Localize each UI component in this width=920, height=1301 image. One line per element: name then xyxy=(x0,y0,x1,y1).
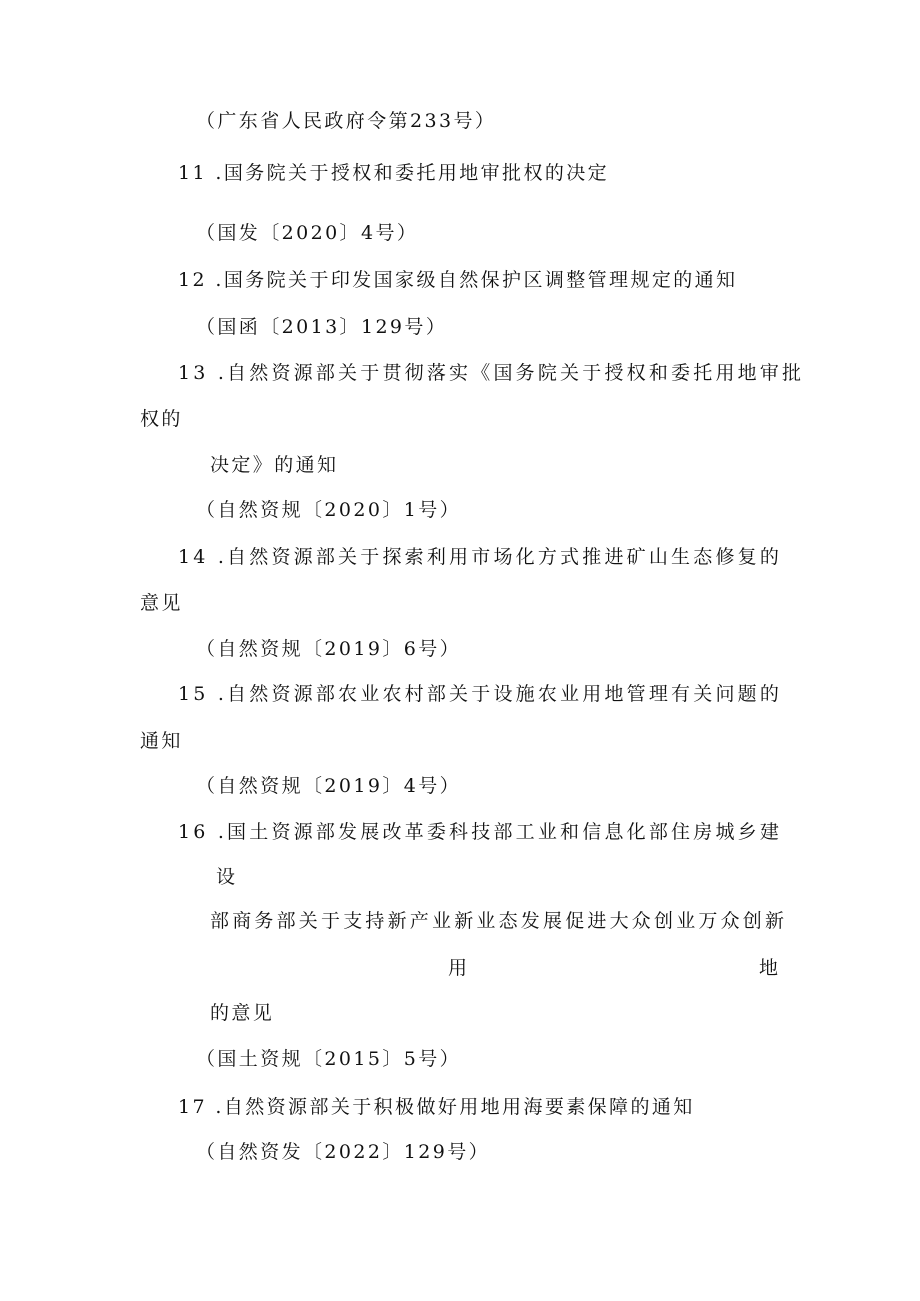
text-line: （国发〔2020〕4号） xyxy=(196,222,419,244)
text-line: （自然资发〔2022〕129号） xyxy=(196,1141,491,1163)
text-line: （自然资规〔2019〕4号） xyxy=(196,775,462,797)
text-line: 通知 xyxy=(140,730,183,752)
text-line: （自然资规〔2019〕6号） xyxy=(196,638,462,660)
text-line: 设 xyxy=(216,866,238,888)
text-line: （自然资规〔2020〕1号） xyxy=(196,499,462,521)
text-line: 决定》的通知 xyxy=(210,454,339,476)
list-item-17: 17 .自然资源部关于积极做好用地用海要素保障的通知 xyxy=(178,1096,695,1118)
text-line: 用 xyxy=(448,957,468,979)
text-line: 地 xyxy=(759,957,779,979)
list-item-15: 15 .自然资源部农业农村部关于设施农业用地管理有关问题的 xyxy=(178,683,783,705)
text-line: 的意见 xyxy=(210,1002,275,1024)
text-line: （国函〔2013〕129号） xyxy=(196,316,448,338)
list-item-13: 13 .自然资源部关于贯彻落实《国务院关于授权和委托用地审批 xyxy=(178,362,805,384)
text-line: 权的 xyxy=(140,408,183,430)
list-item-12: 12 .国务院关于印发国家级自然保护区调整管理规定的通知 xyxy=(178,269,738,291)
text-line: 部商务部关于支持新产业新业态发展促进大众创业万众创新 xyxy=(210,910,788,932)
list-item-14: 14 .自然资源部关于探索利用市场化方式推进矿山生态修复的 xyxy=(178,546,783,568)
list-item-11: 11 .国务院关于授权和委托用地审批权的决定 xyxy=(178,162,610,184)
list-item-16: 16 .国土资源部发展改革委科技部工业和信息化部住房城乡建 xyxy=(178,821,783,843)
text-line: 意见 xyxy=(140,592,183,614)
text-line: （国土资规〔2015〕5号） xyxy=(196,1048,462,1070)
text-line: （广东省人民政府令第233号） xyxy=(196,110,497,132)
